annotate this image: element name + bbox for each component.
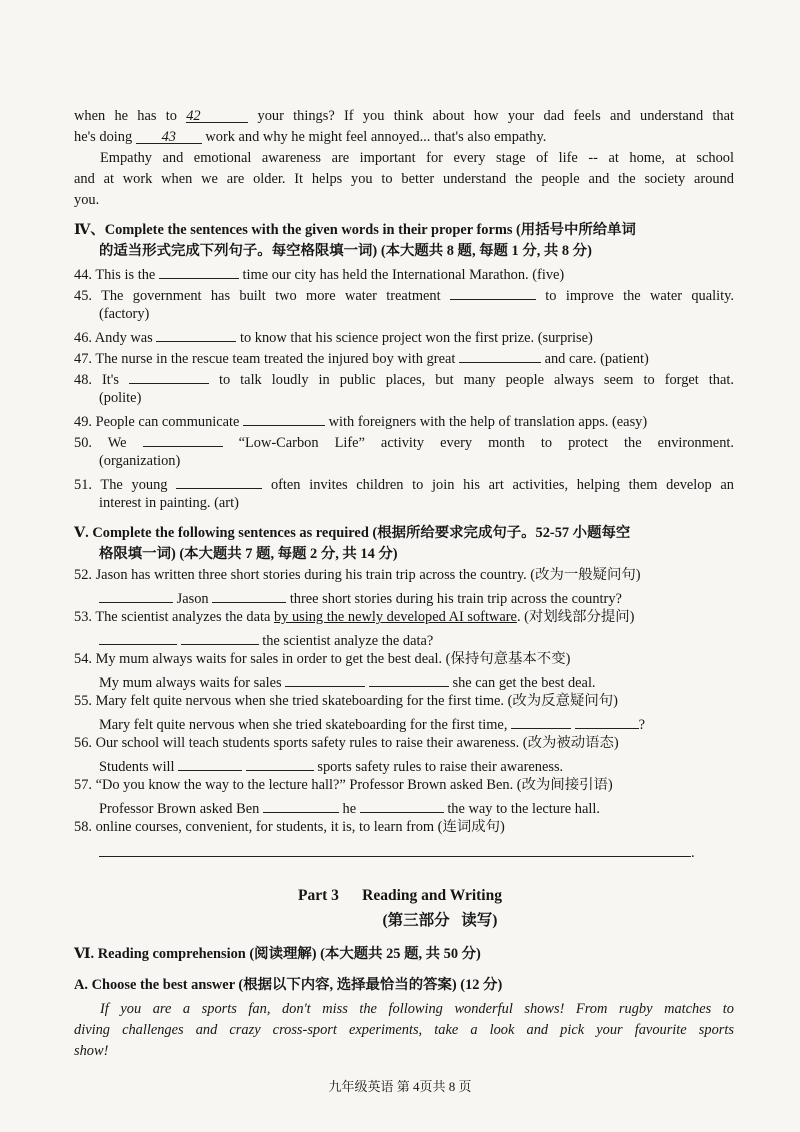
answer-blank bbox=[243, 409, 325, 426]
text: to improve the water quality. bbox=[545, 288, 734, 304]
text: 44. This is the bbox=[74, 267, 156, 283]
text: work and why he might feel annoyed... that's also empathy. bbox=[205, 129, 547, 145]
answer-blank bbox=[212, 586, 286, 603]
answer-blank bbox=[285, 670, 365, 687]
answer-blank bbox=[143, 430, 223, 447]
text: Mary felt quite nervous when she tried skateboarding for the first time, bbox=[99, 717, 508, 733]
underlined-part: by using the newly developed AI software bbox=[273, 609, 517, 625]
answer-blank bbox=[156, 325, 236, 342]
answer-blank bbox=[459, 346, 541, 363]
text: three short stories during his train trip across the country? bbox=[289, 591, 622, 607]
text: the way to the lecture hall. bbox=[447, 801, 600, 817]
intro-line: diving challenges and crazy cross-sport experiments, take a look and pick your favourite sports bbox=[74, 1022, 734, 1038]
question-45-hint: (factory) bbox=[99, 306, 150, 322]
answer-blank bbox=[263, 796, 339, 813]
text: 45. The government has built two more water treatment bbox=[74, 288, 441, 304]
answer-blank bbox=[159, 262, 239, 279]
question-56: 56. Our school will teach students sports safety rules to raise their awareness. (改为被动语态) bbox=[74, 735, 619, 751]
answer-line bbox=[99, 840, 691, 857]
text: Professor Brown asked Ben bbox=[99, 801, 260, 817]
text: “Low-Carbon Life” activity every month to protect the environment. bbox=[238, 435, 734, 451]
answer-blank bbox=[129, 367, 209, 384]
text: the scientist analyze the data? bbox=[262, 633, 434, 649]
text: your things? If you think about how your dad feels and understand that bbox=[257, 108, 734, 124]
text: she can get the best deal. bbox=[452, 675, 596, 691]
question-58: 58. online courses, convenient, for students, it is, to learn from (连词成句) bbox=[74, 819, 505, 835]
passage-line bbox=[74, 127, 734, 148]
text: . (对划线部分提问) bbox=[516, 609, 635, 625]
page-footer: 九年级英语 第 4页共 8 页 bbox=[328, 1079, 472, 1094]
section-6a-title: A. Choose the best answer (根据以下内容, 选择最恰当的答案) (12 分) bbox=[74, 977, 503, 993]
question-51-hint: interest in painting. (art) bbox=[99, 495, 239, 511]
answer-blank bbox=[178, 754, 242, 771]
question-55: 55. Mary felt quite nervous when she tried skateboarding for the first time. (改为反意疑问句) bbox=[74, 693, 618, 709]
question-50-hint: (organization) bbox=[99, 453, 181, 469]
text: 53. The scientist analyzes the data bbox=[74, 609, 271, 625]
answer-blank-43: 43 bbox=[136, 127, 202, 144]
text: time our city has held the International Marathon. (five) bbox=[242, 267, 565, 283]
section-5-title: Ⅴ. Complete the following sentences as required (根据所给要求完成句子。52-57 小题每空 bbox=[74, 525, 631, 541]
text: 46. Andy was bbox=[74, 330, 153, 346]
answer-blank bbox=[99, 628, 177, 645]
answer-blank bbox=[360, 796, 444, 813]
answer-blank bbox=[450, 283, 536, 300]
answer-blank bbox=[246, 754, 314, 771]
part-3-title: Part 3 Reading and Writing bbox=[298, 887, 502, 904]
text: to talk loudly in public places, but many people always seem to forget that. bbox=[218, 372, 734, 388]
passage-line: and at work when we are older. It helps you to better understand the people and the society around bbox=[74, 171, 734, 187]
text: 48. It's bbox=[74, 372, 119, 388]
passage-line: you. bbox=[74, 192, 100, 208]
question-48-hint: (polite) bbox=[99, 390, 142, 406]
answer-blank bbox=[99, 586, 173, 603]
text: 47. The nurse in the rescue team treated the injured boy with great bbox=[74, 351, 456, 367]
text: 51. The young bbox=[74, 477, 168, 493]
text: he's doing bbox=[74, 129, 133, 145]
text: 49. People can communicate bbox=[74, 414, 240, 430]
question-52: 52. Jason has written three short stories during his train trip across the country. (改为一般疑问句) bbox=[74, 567, 641, 583]
text: Jason bbox=[176, 591, 209, 607]
question-53 bbox=[74, 607, 734, 628]
question-58-answer bbox=[99, 840, 759, 864]
text: often invites children to join his art activities, helping them develop an bbox=[270, 477, 734, 493]
section-6-title: Ⅵ. Reading comprehension (阅读理解) (本大题共 25 题, 共 50 分) bbox=[74, 946, 481, 962]
part-3-subtitle: (第三部分 读写) bbox=[382, 912, 498, 929]
section-4-title: 的适当形式完成下列句子。每空格限填一词) (本大题共 8 题, 每题 1 分, 共 8 分) bbox=[99, 243, 592, 259]
text: . bbox=[691, 845, 695, 861]
question-57: 57. “Do you know the way to the lecture hall?” Professor Brown asked Ben. (改为间接引语) bbox=[74, 777, 613, 793]
answer-blank-42: 42 bbox=[186, 106, 248, 123]
text: and care. (patient) bbox=[544, 351, 649, 367]
passage-line: Empathy and emotional awareness are important for every stage of life -- at home, at school bbox=[100, 150, 734, 166]
intro-line: If you are a sports fan, don't miss the following wonderful shows! From rugby matches to bbox=[100, 1001, 734, 1017]
text: 50. We bbox=[74, 435, 127, 451]
text: he bbox=[342, 801, 357, 817]
answer-blank bbox=[181, 628, 259, 645]
passage-line bbox=[74, 106, 734, 127]
text: sports safety rules to raise their awareness. bbox=[317, 759, 564, 775]
text: when he has to bbox=[74, 108, 177, 124]
text: to know that his science project won the first prize. (surprise) bbox=[239, 330, 593, 346]
section-5-title: 格限填一词) (本大题共 7 题, 每题 2 分, 共 14 分) bbox=[99, 546, 398, 562]
text: ? bbox=[638, 717, 646, 733]
section-4-title: Ⅳ、Complete the sentences with the given words in their proper forms (用括号中所给单词 bbox=[74, 222, 636, 238]
text: with foreigners with the help of translation apps. (easy) bbox=[328, 414, 648, 430]
answer-blank bbox=[369, 670, 449, 687]
question-54: 54. My mum always waits for sales in order to get the best deal. (保持句意基本不变) bbox=[74, 651, 571, 667]
intro-line: show! bbox=[74, 1043, 109, 1059]
answer-blank bbox=[511, 712, 571, 729]
answer-blank bbox=[575, 712, 639, 729]
text: My mum always waits for sales bbox=[99, 675, 282, 691]
text: Students will bbox=[99, 759, 175, 775]
answer-blank bbox=[176, 472, 262, 489]
